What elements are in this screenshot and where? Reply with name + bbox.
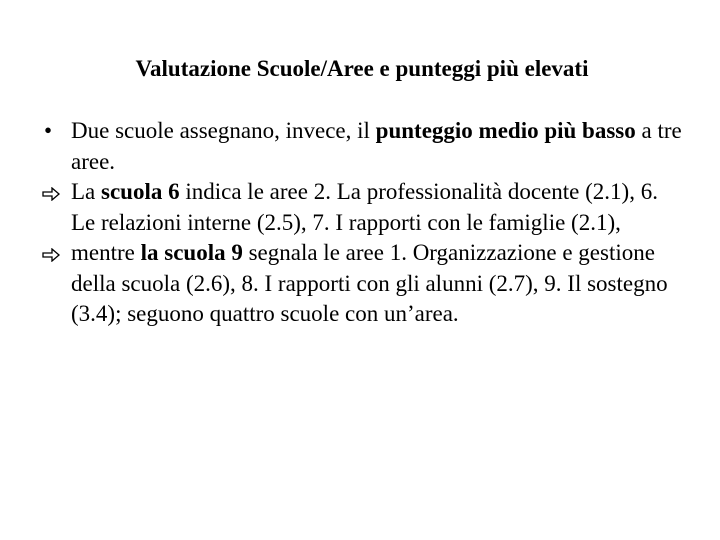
arrow-right-icon bbox=[42, 187, 60, 201]
list-item bbox=[44, 177, 684, 238]
list-item bbox=[44, 116, 684, 177]
item-text: segnala le aree 1. Organizzazione e gestione della scuola (2.6), 8. I rapporti con gli alunni (2.7), 9. Il sostegno (3.4); seguono quattro scuole con un’area. bbox=[71, 240, 668, 326]
bullet-list bbox=[44, 116, 684, 330]
arrow-right-icon bbox=[42, 248, 60, 262]
item-text: a tre aree. bbox=[71, 118, 682, 174]
list-item bbox=[44, 238, 684, 330]
item-emphasis: punteggio medio più basso bbox=[375, 118, 636, 143]
item-text: indica le aree 2. La professionalità docente (2.1), 6. Le relazioni interne (2.5), 7. I rapporti con le famiglie (2.1), bbox=[71, 179, 658, 235]
bullet-dot-icon: • bbox=[44, 118, 53, 143]
item-text: mentre bbox=[71, 240, 141, 265]
item-emphasis: scuola 6 bbox=[101, 179, 180, 204]
item-emphasis: la scuola 9 bbox=[140, 240, 243, 265]
item-text: Due scuole assegnano, invece, il bbox=[71, 118, 376, 143]
slide-title: Valutazione Scuole/Aree e punteggi più elevati bbox=[135, 56, 589, 81]
item-text: La bbox=[71, 179, 102, 204]
